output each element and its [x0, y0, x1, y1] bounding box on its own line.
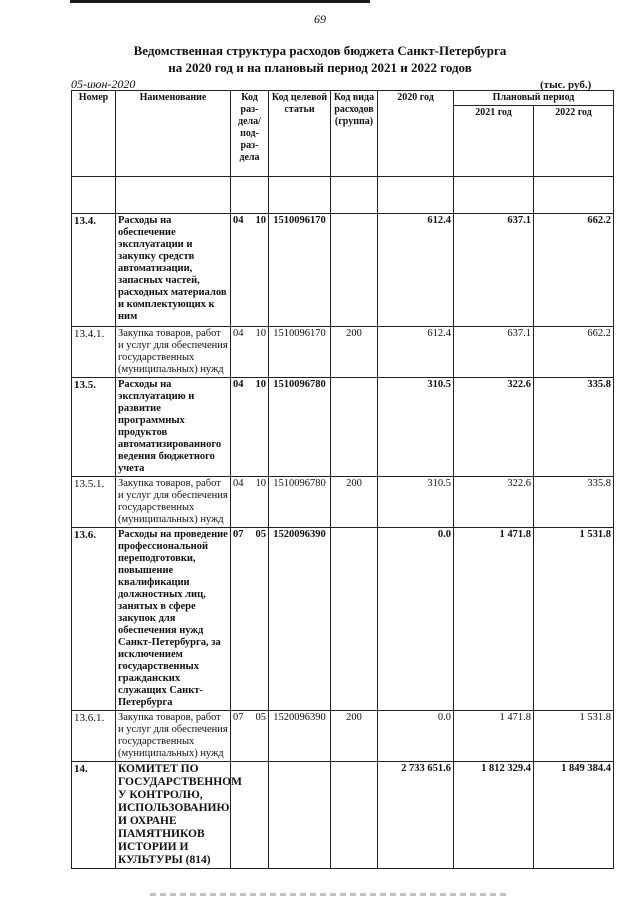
title-line-2: на 2020 год и на плановый период 2021 и 2022 годов	[168, 60, 472, 75]
row-target-code: 1520096390	[269, 528, 331, 711]
row-section-code: 07	[233, 712, 244, 723]
row-section-code: 04	[233, 478, 244, 489]
row-target-code: 1510096170	[269, 327, 331, 378]
row-name: КОМИТЕТ ПО ГОСУДАРСТВЕННОМ У КОНТРОЛЮ, ИСПОЛЬЗОВАНИЮ И ОХРАНЕ ПАМЯТНИКОВ ИСТОРИИ И КУЛЬТУРЫ (814)	[116, 762, 231, 869]
row-value-2022: 335.8	[534, 477, 614, 528]
header-planned-period: Плановый период	[454, 91, 614, 106]
row-expense-type: 200	[331, 327, 378, 378]
header-number: Номер	[72, 91, 116, 177]
row-value-2022: 662.2	[534, 214, 614, 327]
row-number: 13.4.1.	[72, 327, 116, 378]
row-value-2020: 2 733 651.6	[378, 762, 454, 869]
row-expense-type	[331, 762, 378, 869]
table-row	[72, 762, 614, 869]
table-body	[72, 177, 614, 869]
header-razdel: Код раз-дела/ под-раз-дела	[231, 91, 269, 177]
row-value-2022: 1 849 384.4	[534, 762, 614, 869]
row-number: 13.5.	[72, 378, 116, 477]
row-subsection-code: 10	[255, 478, 266, 489]
row-value-2021: 1 812 329.4	[454, 762, 534, 869]
header-name: Наименование	[116, 91, 231, 177]
units-label: (тыс. руб.)	[540, 79, 592, 91]
row-razdel	[231, 477, 269, 528]
row-value-2021: 1 471.8	[454, 711, 534, 762]
header-target-code: Код целевой статьи	[269, 91, 331, 177]
row-subsection-code: 10	[255, 215, 266, 226]
header-2020: 2020 год	[378, 91, 454, 177]
row-value-2020: 310.5	[378, 477, 454, 528]
header-2021: 2021 год	[454, 106, 534, 177]
table-row	[72, 214, 614, 327]
row-name: Закупка товаров, работ и услуг для обеспечения государственных (муниципальных) нужд	[116, 477, 231, 528]
row-expense-type: 200	[331, 711, 378, 762]
table-row	[72, 711, 614, 762]
budget-table	[71, 90, 614, 869]
table-row	[72, 327, 614, 378]
row-razdel	[231, 214, 269, 327]
row-value-2022: 1 531.8	[534, 528, 614, 711]
row-value-2022: 662.2	[534, 327, 614, 378]
row-value-2021: 637.1	[454, 214, 534, 327]
row-name: Расходы на эксплуатацию и развитие программных продуктов автоматизированного ведения бюджетного учета	[116, 378, 231, 477]
document-date: 05-июн-2020	[71, 77, 136, 91]
row-expense-type: 200	[331, 477, 378, 528]
row-expense-type	[331, 214, 378, 327]
document-title	[0, 42, 640, 76]
row-value-2020: 310.5	[378, 378, 454, 477]
row-name: Закупка товаров, работ и услуг для обеспечения государственных (муниципальных) нужд	[116, 327, 231, 378]
title-line-1: Ведомственная структура расходов бюджета Санкт-Петербурга	[133, 43, 507, 58]
row-target-code: 1520096390	[269, 711, 331, 762]
row-number: 13.4.	[72, 214, 116, 327]
row-value-2020: 612.4	[378, 214, 454, 327]
row-value-2022: 1 531.8	[534, 711, 614, 762]
row-name: Расходы на обеспечение эксплуатации и закупку средств автоматизации, запасных частей, расходных материалов и комплектующих к ним	[116, 214, 231, 327]
row-value-2021: 322.6	[454, 477, 534, 528]
row-subsection-code: 10	[255, 328, 266, 339]
row-razdel	[231, 327, 269, 378]
scan-top-line	[70, 0, 370, 3]
row-section-code: 07	[233, 529, 244, 540]
row-value-2022: 335.8	[534, 378, 614, 477]
row-subsection-code: 10	[255, 379, 266, 390]
row-number: 13.6.1.	[72, 711, 116, 762]
header-2022: 2022 год	[534, 106, 614, 177]
row-value-2020: 0.0	[378, 711, 454, 762]
row-target-code: 1510096170	[269, 214, 331, 327]
row-section-code: 04	[233, 328, 244, 339]
header-expense-type: Код вида расходов (группа)	[331, 91, 378, 177]
row-value-2020: 0.0	[378, 528, 454, 711]
row-value-2021: 637.1	[454, 327, 534, 378]
row-value-2020: 612.4	[378, 327, 454, 378]
row-razdel	[231, 711, 269, 762]
row-subsection-code: 05	[255, 529, 266, 540]
row-section-code: 04	[233, 379, 244, 390]
page-number: 69	[314, 12, 326, 26]
row-name: Расходы на проведение профессиональной переподготовки, повышение квалификации должностных лиц, занятых в сфере закупок для обеспечения нужд Санкт-Петербурга, за исключением государственных гражданских служащих Санкт-Петербурга	[116, 528, 231, 711]
scan-footer-noise	[150, 893, 510, 896]
row-target-code: 1510096780	[269, 477, 331, 528]
table-spacer-row	[72, 177, 614, 214]
row-name: Закупка товаров, работ и услуг для обеспечения государственных (муниципальных) нужд	[116, 711, 231, 762]
row-number: 13.5.1.	[72, 477, 116, 528]
row-value-2021: 1 471.8	[454, 528, 534, 711]
row-number: 14.	[72, 762, 116, 869]
row-expense-type	[331, 378, 378, 477]
row-target-code: 1510096780	[269, 378, 331, 477]
table-row	[72, 477, 614, 528]
row-razdel	[231, 378, 269, 477]
table-row	[72, 528, 614, 711]
table-row	[72, 378, 614, 477]
row-subsection-code: 05	[255, 712, 266, 723]
row-target-code	[269, 762, 331, 869]
row-value-2021: 322.6	[454, 378, 534, 477]
row-number: 13.6.	[72, 528, 116, 711]
row-expense-type	[331, 528, 378, 711]
row-section-code: 04	[233, 215, 244, 226]
row-razdel	[231, 528, 269, 711]
